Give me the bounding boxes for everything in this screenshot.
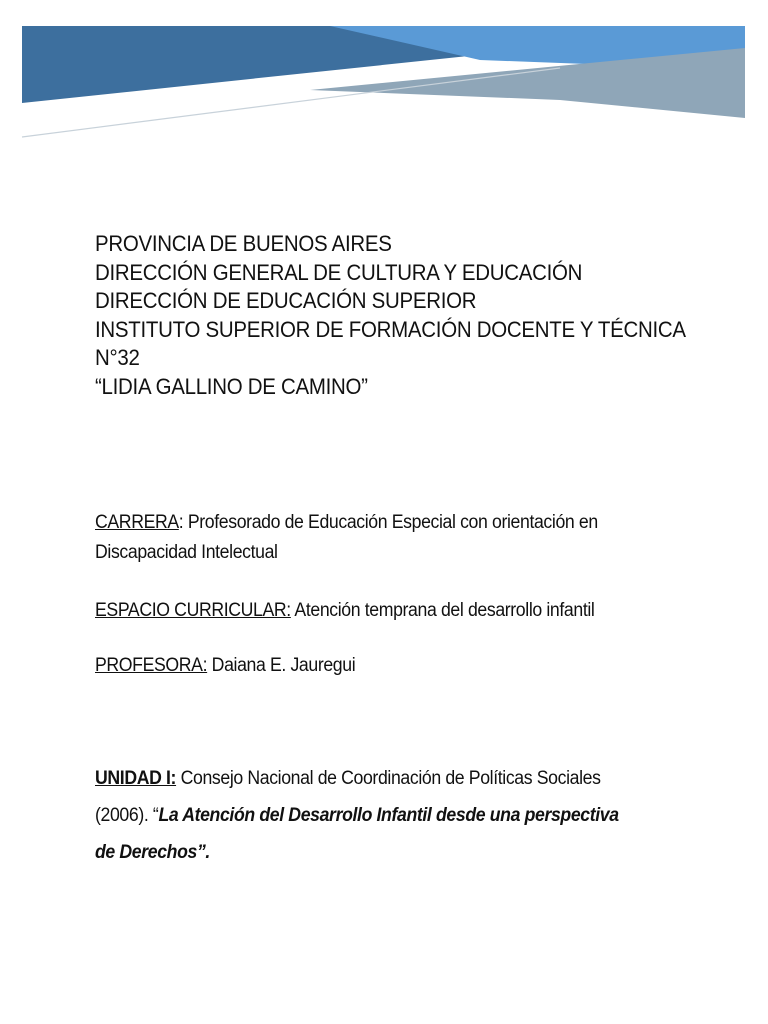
unit-text: Consejo Nacional de Coordinación de Políticas Sociales (176, 768, 601, 789)
unit-title-line2: de Derechos”. (95, 842, 210, 863)
teacher-label: PROFESORA: (95, 655, 208, 676)
directorate-general-line: DIRECCIÓN GENERAL DE CULTURA Y EDUCACIÓN (95, 259, 583, 285)
career-value-line1: Profesorado de Educación Especial con orientación en (187, 512, 598, 533)
teacher-section (95, 651, 672, 681)
career-value-line2: Discapacidad Intelectual (95, 542, 278, 563)
curricular-space-section (95, 596, 672, 626)
unit-label: UNIDAD I: (95, 768, 177, 789)
curricular-space-label: ESPACIO CURRICULAR: (95, 600, 291, 621)
institution-header (95, 230, 686, 401)
career-section (95, 508, 672, 568)
province-line: PROVINCIA DE BUENOS AIRES (95, 231, 392, 256)
career-label: CARRERA (95, 512, 179, 533)
institute-number-line: N°32 (95, 345, 140, 370)
institute-line: INSTITUTO SUPERIOR DE FORMACIÓN DOCENTE Y TÉCNICA (95, 316, 686, 342)
unit-section (95, 760, 690, 871)
unit-title-line1: La Atención del Desarrollo Infantil desde una perspectiva (158, 805, 619, 826)
career-separator: : (178, 512, 188, 533)
curricular-space-value: Atención temprana del desarrollo infantil (290, 600, 595, 621)
unit-year: (2006). “ (95, 805, 159, 826)
higher-education-line: DIRECCIÓN DE EDUCACIÓN SUPERIOR (95, 288, 477, 313)
institute-name-line: “LIDIA GALLINO DE CAMINO” (95, 373, 368, 399)
header-banner (0, 0, 768, 150)
teacher-value: Daiana E. Jauregui (207, 655, 356, 676)
